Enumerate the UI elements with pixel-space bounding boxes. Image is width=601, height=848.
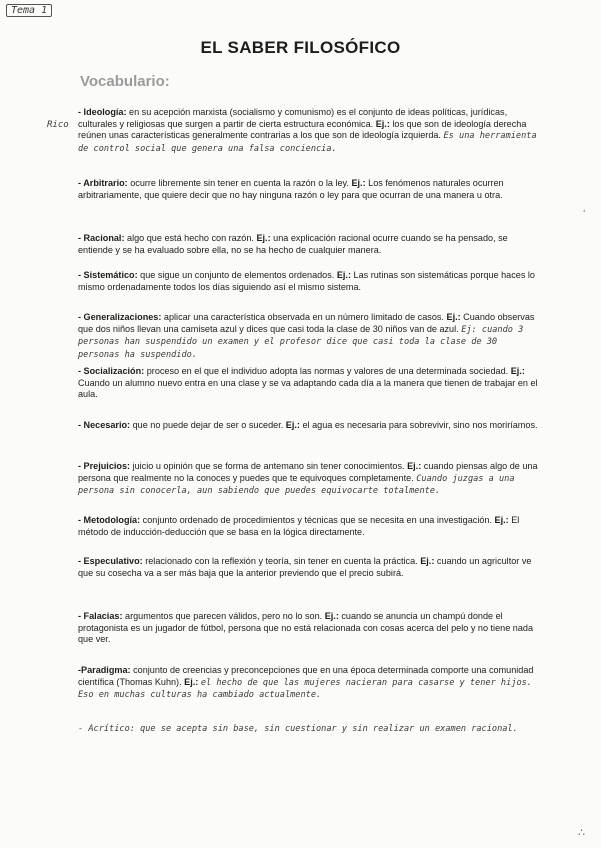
entry-term: - Sistemático: (78, 270, 138, 280)
example-label: Ej.: (351, 178, 366, 188)
entry-term: - Necesario: (78, 420, 131, 430)
vocabulary-entry (78, 107, 538, 155)
entry-definition: proceso en el que el individuo adopta las normas y valores de una determinada sociedad. (144, 366, 509, 376)
entry-example: una explicación racional ocurre cuando se ha pensado, se entiende y se ha evaluado sobre ella, no se ha hecho de cualquier manera. (78, 233, 508, 255)
entry-example: cuando se anuncia un champú donde el protagonista es un jugador de fútbol, persona que no está relacionada con cosas acerca del pelo y no tiene nada que ver. (78, 611, 534, 645)
handwritten-note: Cuando juzgas a una persona sin conocerla, aun sabiendo que puedes equivocarte totalmente. (78, 473, 515, 497)
entry-definition: en su acepción marxista (socialismo y comunismo) es el conjunto de ideas políticas, jurídicas, culturales y religiosas que surgen a partir de cierta estructura económica. (78, 107, 508, 129)
entry-term: - Metodología: (78, 515, 141, 525)
entry-definition: relacionado con la reflexión y teoría, sin tener en cuenta la práctica. (142, 556, 418, 566)
vocabulary-entry (78, 312, 538, 361)
entry-definition: conjunto ordenado de procedimientos y técnicas que se necesita en una investigación. (140, 515, 492, 525)
vocabulary-entry (78, 556, 538, 579)
entry-definition: argumentos que parecen válidos, pero no lo son. (122, 611, 323, 621)
entry-example: Las rutinas son sistemáticas porque haces lo mismo ordenadamente todos los días siguiendo así el mismo sistema. (78, 270, 535, 292)
entry-example: El método de inducción-deducción que se basa en la lógica directamente. (78, 515, 520, 537)
entry-definition: ocurre libremente sin tener en cuenta la razón o la ley. (127, 178, 349, 188)
vocabulary-entry (78, 270, 538, 293)
entry-definition: que sigue un conjunto de elementos ordenados. (137, 270, 335, 280)
vocabulary-entry (78, 665, 538, 702)
topic-tag: Tema 1 (6, 4, 52, 17)
example-label: Ej.: (407, 461, 422, 471)
pen-mark: ∴ (578, 827, 585, 839)
handwritten-note: Ej: cuando 3 personas han suspendido un examen y el profesor dice que casi toda la clase de 30 personas ha suspendido. (78, 324, 524, 360)
entry-definition: aplicar una característica observada en un número limitado de casos. (161, 312, 444, 322)
entry-term: - Socialización: (78, 366, 145, 376)
pen-mark: ‘ (583, 208, 586, 220)
example-label: Ej.: (336, 270, 351, 280)
entry-example: cuando piensas algo de una persona que realmente no la conoces y puedes que te equivoques completamente. (78, 461, 538, 483)
margin-note: Rico (47, 120, 69, 130)
entry-term: - Ideología: (78, 107, 127, 117)
example-label: Ej.: (494, 515, 509, 525)
entry-term: - Falacias: (78, 611, 123, 621)
vocabulary-entry (78, 178, 538, 201)
example-label: Ej.: (256, 233, 271, 243)
entry-example: Cuando observas que dos niños llevan una camiseta azul y dices que casi toda la clase de 30 niños van de azul. (78, 312, 535, 334)
handwritten-note: - Acrítico: que se acepta sin base, sin cuestionar y sin realizar un examen racional. (78, 724, 518, 734)
entry-definition: algo que está hecho con razón. (124, 233, 254, 243)
vocabulary-entry (78, 366, 538, 401)
example-label: Ej.: (510, 366, 525, 376)
handwritten-note: Es una herramienta de control social que genera una falsa conciencia. (78, 131, 537, 154)
vocabulary-entry (78, 515, 538, 538)
entry-example: Los fenómenos naturales ocurren arbitrariamente, que quiere decir que no hay ninguna razón o ley para que ocurran de una manera u otra. (78, 178, 504, 200)
entry-term: - Especulativo: (78, 556, 143, 566)
vocabulary-entry (78, 233, 538, 256)
entry-term: - Racional: (78, 233, 125, 243)
entry-example: los que son de ideología derecha reúnen unas características generalmente contrarias a los que son de ideología izquierda. (78, 118, 527, 141)
handwritten-note: el hecho de que las mujeres nacieran para casarse y tener hijos. Eso en muchas culturas ha cambiado actualmente. (78, 677, 532, 701)
entry-example: cuando un agricultor ve que su cosecha va a ser más baja que la anterior previendo que el precio subirá. (78, 556, 532, 578)
vocabulary-entry (78, 420, 538, 432)
entry-definition: que no puede dejar de ser o suceder. (130, 420, 284, 430)
entry-example: Cuando un alumno nuevo entra en una clase y se va adaptando cada día a la manera que tienen de trabajar en el aula. (78, 377, 538, 400)
page-title: EL SABER FILOSÓFICO (200, 38, 401, 57)
entry-example: el agua es necesaria para sobrevivir, sino nos moriríamos. (299, 420, 538, 430)
entry-definition: juicio u opinión que se forma de antemano sin tener conocimientos. (130, 461, 405, 471)
entry-term: - Arbitrario: (78, 178, 128, 188)
entry-term: - Prejuicios: (78, 461, 131, 471)
example-label: Ej.: (420, 556, 435, 566)
entry-term: - Generalizaciones: (78, 312, 162, 322)
vocabulary-entry (78, 461, 538, 498)
entry-definition: conjunto de creencias y preconcepciones que en una época determinada comporte una comunidad científica (Thomas Kuhn). (78, 665, 534, 687)
example-label: Ej.: (446, 312, 461, 322)
entry-term: -Paradigma: (78, 665, 131, 675)
example-label: Ej.: (184, 676, 199, 687)
vocabulary-entry (78, 611, 538, 646)
example-label: Ej.: (324, 611, 339, 621)
section-heading: Vocabulario: (80, 73, 170, 90)
vocabulary-entry (78, 723, 518, 736)
example-label: Ej.: (375, 118, 390, 129)
example-label: Ej.: (285, 420, 300, 430)
